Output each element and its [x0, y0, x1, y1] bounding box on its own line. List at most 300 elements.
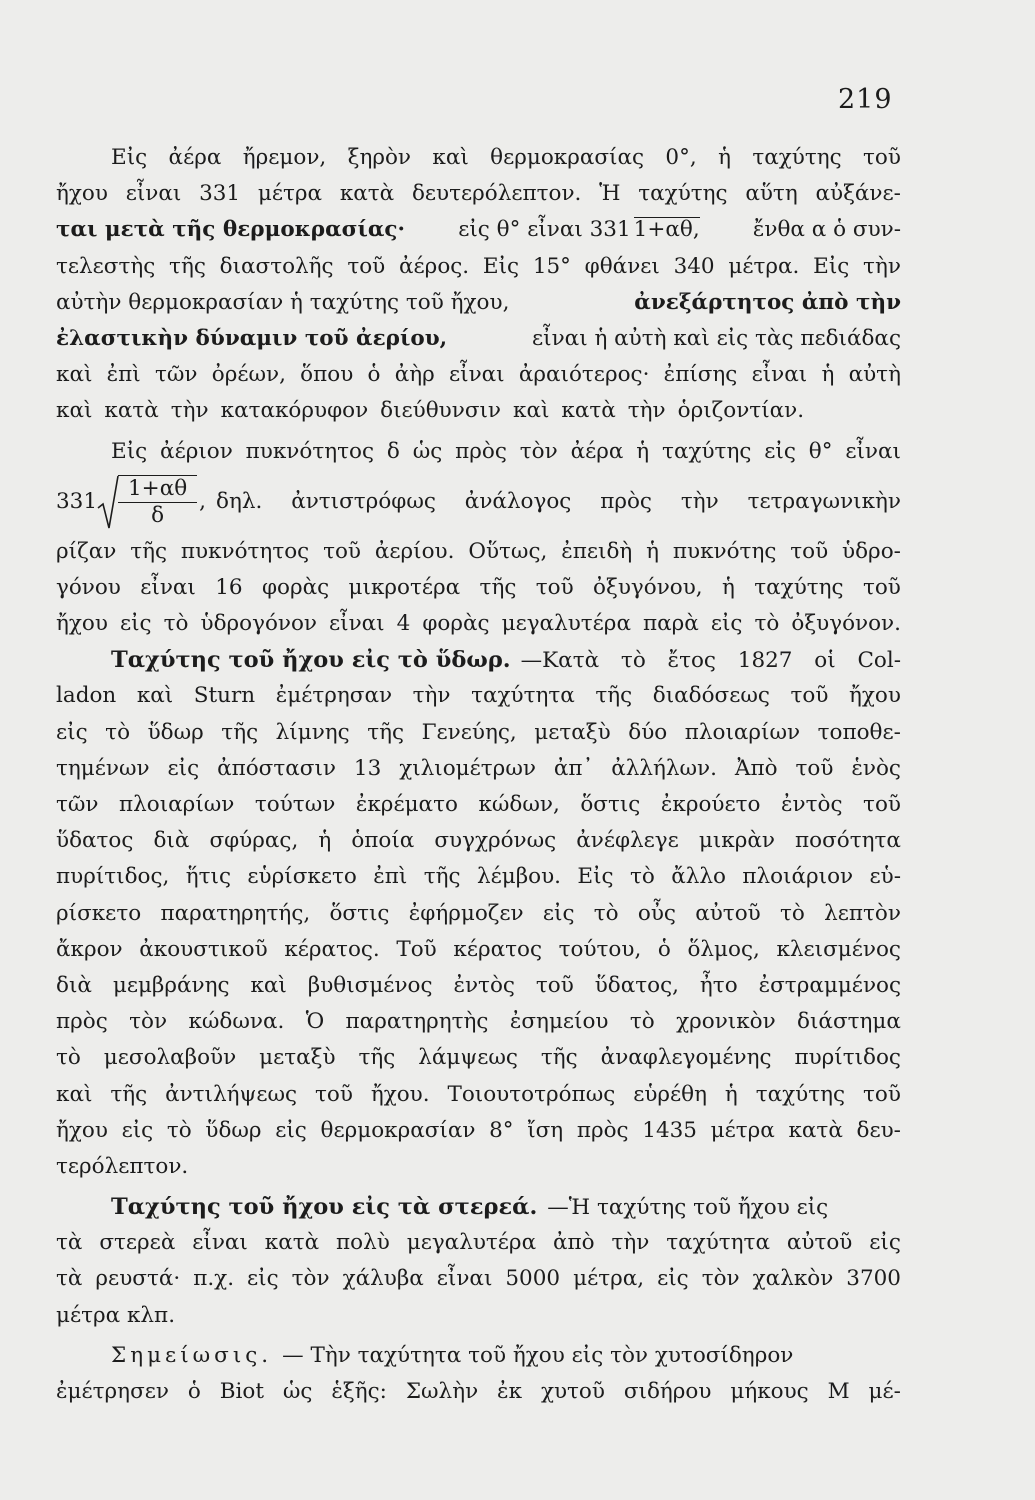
word: Οὕτως,	[468, 538, 548, 564]
word: γόνου	[56, 574, 121, 600]
word: 4	[396, 611, 411, 637]
word: εἰς	[710, 611, 743, 637]
word: εἶναι	[192, 1230, 248, 1256]
word: κατὰ	[561, 398, 616, 424]
word: τὸ	[105, 719, 131, 745]
word: ἐκ	[497, 1379, 523, 1404]
text-fragment: εἶναι ἡ αὐτὴ καὶ εἰς τὰς πεδιάδας	[532, 325, 901, 351]
text-line	[56, 715, 901, 751]
word: ὑδρο-	[842, 538, 901, 564]
word: ἀπὸ	[553, 1230, 595, 1256]
word: ταχύτης	[754, 574, 844, 600]
word: κατὰ	[339, 181, 395, 207]
word: πρὸς	[600, 489, 652, 515]
word: 340	[673, 253, 715, 279]
word: καὶ	[56, 1081, 93, 1107]
word: 0°,	[665, 145, 697, 170]
word: κέρατος.	[284, 936, 380, 962]
word: συγχρόνως	[434, 828, 557, 854]
text-line	[56, 1261, 901, 1297]
word: αὐτὴ	[848, 362, 901, 388]
word: ἤχου	[849, 683, 901, 709]
word: Εἰς	[111, 438, 148, 464]
word: ὁριζοντίαν.	[677, 398, 805, 424]
word: τοῦ	[535, 972, 574, 998]
word: κατὰ	[104, 398, 159, 424]
word: εἰς	[121, 1117, 154, 1143]
word: ταχύτης	[752, 145, 842, 170]
word: ἐντὸς	[781, 792, 843, 817]
word: θ°	[808, 438, 833, 464]
section-heading: Ταχύτης τοῦ ἤχου εἰς τὰ στερεά.	[111, 1194, 538, 1221]
word: ἑξῆς:	[331, 1379, 387, 1404]
word: καὶ	[250, 972, 287, 998]
word: τὸ	[629, 1009, 655, 1035]
word: μεταξὺ	[259, 1045, 336, 1071]
word: στερεὰ	[99, 1230, 176, 1256]
word: ἡ	[718, 145, 731, 170]
fraction-numerator: 1+αθ	[118, 476, 197, 503]
word: μεμβράνης	[112, 972, 230, 998]
word: ἀντιστρόφως	[291, 489, 436, 515]
word: ὕδατος,	[594, 972, 679, 998]
word: ὅπου	[300, 362, 354, 388]
word: τὸν	[519, 438, 558, 464]
word: εἶναι	[449, 362, 505, 388]
word: ὅστις	[580, 792, 641, 817]
word: μήκους	[730, 1379, 809, 1404]
word: ladon	[56, 683, 117, 709]
fraction-denominator: δ	[151, 502, 165, 528]
word: τοῦ	[862, 1081, 901, 1107]
text-line	[56, 1077, 901, 1113]
word: τῆς	[479, 574, 517, 600]
word: πλοιαρίων	[119, 792, 235, 817]
text-line	[56, 176, 901, 212]
word: ἐκρούετο	[660, 792, 761, 817]
word: Τοῦ	[396, 936, 437, 962]
word: τὸ	[163, 611, 189, 637]
word: χιλιομέτρων	[399, 755, 536, 781]
word: Ὁ	[305, 1009, 325, 1035]
word: τοποθε-	[817, 719, 901, 745]
word: ἀπόστασιν	[217, 755, 336, 781]
word: πυκνότης	[672, 538, 777, 564]
word: λέμβου.	[476, 864, 561, 890]
text-line	[56, 212, 901, 248]
word: ὅλμος,	[687, 936, 760, 962]
word: Σωλὴν	[405, 1379, 479, 1404]
word: οὖς	[637, 900, 676, 926]
word: τούτου,	[558, 936, 642, 962]
word: Τοιουτοτρόπως	[447, 1081, 616, 1107]
text-line	[56, 751, 901, 787]
word: ἀέρα	[570, 438, 624, 464]
word: μέτρα	[257, 181, 323, 207]
word: πλοιάριον	[742, 864, 854, 890]
word: χαλκὸν	[752, 1266, 834, 1292]
section-heading: Ταχύτης τοῦ ἤχου εἰς τὸ ὕδωρ.	[111, 647, 511, 674]
text-line	[56, 823, 901, 859]
word: εἶναι	[140, 574, 196, 600]
word: καὶ	[56, 362, 93, 388]
word: αὐτοῦ	[786, 1230, 853, 1256]
word: εἰς	[542, 900, 575, 926]
word: εἶναι	[436, 1266, 493, 1292]
word: τὸ	[779, 900, 805, 926]
word: 13	[353, 755, 382, 781]
word: τὸ	[754, 611, 780, 637]
word: τὴν	[412, 683, 451, 709]
text-fragment: —Ἡ ταχύτης τοῦ ἤχου εἰς	[547, 1195, 829, 1221]
word: ποσότητα	[795, 828, 901, 854]
text-line	[56, 1374, 901, 1410]
word: πρὸς	[576, 1117, 629, 1143]
text-fragment: αὐτὴν θερμοκρασίαν ἡ ταχύτης τοῦ ἤχου,	[56, 289, 510, 315]
word: ρίσκετο	[56, 900, 142, 926]
word: τὰ	[56, 1230, 83, 1256]
text-fragment	[216, 489, 901, 514]
word: τὴν	[170, 398, 209, 424]
word: σφύρας,	[209, 828, 299, 854]
word: τὸ	[166, 1117, 192, 1143]
word: ρευστά·	[95, 1266, 181, 1292]
word: ἐσημείου	[509, 1009, 609, 1035]
word: τὴν	[863, 253, 901, 279]
text-line	[56, 357, 901, 393]
word: εἰς	[657, 1266, 689, 1292]
word: ὁ	[657, 936, 671, 962]
word: λίμνης	[275, 719, 350, 745]
word: κατὰ	[264, 1230, 320, 1256]
word: ἥτις	[185, 864, 232, 890]
word: 8°	[489, 1117, 514, 1143]
word: ἀὴρ	[394, 362, 435, 388]
word: ἡ	[636, 438, 650, 464]
text-line	[56, 1113, 901, 1149]
word: ἴση	[527, 1117, 564, 1143]
word: ὑδρογόνον	[200, 611, 317, 637]
word: φορὰς	[261, 574, 330, 600]
word: τῆς	[130, 538, 168, 564]
word: πρὸς	[56, 1009, 108, 1035]
text-line	[56, 1338, 901, 1374]
word: πυκνότητος	[245, 438, 374, 464]
word: Ἡ	[599, 181, 621, 207]
word: μέτρα.	[728, 253, 800, 279]
word: ταχύτητα	[666, 1230, 770, 1256]
word: εἰς	[119, 611, 152, 637]
word: τῆς	[221, 719, 259, 745]
word: θερμοκρασίας	[490, 145, 645, 170]
text-line	[56, 678, 901, 714]
text-line	[56, 140, 901, 176]
word: τοῦ	[863, 792, 901, 817]
word: μεγαλυτέρα	[501, 611, 631, 637]
word: ταχύτης	[755, 1081, 846, 1107]
word: εὑρίσκετο	[247, 864, 357, 890]
word: πρὸς	[455, 438, 507, 464]
word: αὐξάνε-	[815, 181, 901, 207]
word: τοῦ	[535, 574, 574, 600]
word: ἐπὶ	[106, 362, 141, 388]
word: ὕδατος	[56, 828, 134, 854]
word: τὸ	[56, 1045, 81, 1071]
word: ἀντιλήψεως	[165, 1081, 298, 1107]
word: μέτρα,	[573, 1266, 645, 1292]
word: 5000	[505, 1266, 561, 1292]
word: ἄκρον	[56, 936, 123, 962]
word: δ	[386, 438, 400, 464]
word: διὰ	[56, 972, 92, 998]
word: ὀρέων,	[211, 362, 286, 388]
text-line	[56, 642, 901, 678]
word: τῶν	[155, 362, 198, 388]
word: φορὰς	[422, 611, 490, 637]
word: ἡ	[318, 828, 332, 854]
word: πλοιαρίων	[684, 719, 801, 745]
bold-phrase: ἀνεξάρτητος ἀπὸ τὴν	[634, 289, 901, 315]
word: ἡ	[646, 538, 660, 564]
word: ἀραιότερος·	[518, 362, 650, 388]
word: λάμψεως	[418, 1045, 518, 1071]
text-line	[56, 896, 901, 932]
word: χάλυβα	[342, 1266, 424, 1292]
word: τῆς	[110, 1081, 148, 1107]
word: παρατηρητὴς	[345, 1009, 489, 1035]
word: τημένων	[56, 755, 150, 781]
text-line	[56, 570, 901, 606]
bold-phrase: ἐλαστικὴν δύναμιν τοῦ ἀερίου,	[56, 325, 448, 351]
word: ἀκουστικοῦ	[139, 936, 268, 962]
word: καὶ	[56, 398, 93, 424]
word: ὁ	[187, 1379, 201, 1404]
word: ὁποία	[351, 828, 415, 854]
word: τούτων	[254, 792, 336, 817]
word: κώδων,	[478, 792, 560, 817]
word: τῆς	[595, 683, 633, 709]
word: τοῦ	[790, 683, 829, 709]
word: ἐπειδὴ	[561, 538, 633, 564]
word: ἐφήρμοζεν	[408, 900, 524, 926]
word: ταχύτητα	[471, 683, 575, 709]
word: ἀνάλογος	[464, 489, 572, 515]
word: 331	[199, 181, 241, 207]
text-line	[56, 1225, 901, 1261]
word: ἡ	[722, 574, 735, 600]
word: εἰς	[247, 1266, 279, 1292]
word: χυτοῦ	[540, 1379, 605, 1404]
text-fragment: — Τὴν ταχύτητα τοῦ ἤχου εἰς τὸν χυτοσίδηρον	[282, 1342, 794, 1368]
text-line	[56, 249, 901, 285]
text-line	[56, 285, 901, 321]
text-line	[56, 787, 901, 823]
word: τὰ	[56, 1266, 83, 1292]
word: τὸν	[701, 1266, 740, 1292]
word: πυρίτιδος,	[56, 864, 170, 890]
text-line	[56, 1004, 901, 1040]
word: ὅστις	[329, 900, 390, 926]
word: Ἀπὸ	[734, 755, 778, 781]
word: τοῦ	[790, 538, 829, 564]
word: ρίζαν	[56, 538, 117, 564]
word: τῆς	[367, 719, 405, 745]
word: τὸν	[291, 1266, 330, 1292]
word: εἰς	[764, 438, 796, 464]
word: σιδήρου	[623, 1379, 712, 1404]
word: εἶναι	[845, 438, 901, 464]
text-line	[56, 606, 901, 642]
word: κατὰ	[788, 1117, 843, 1143]
text-line	[56, 321, 901, 357]
page-number: 219	[838, 84, 893, 115]
formula-line: 331 $\frac{1+\alpha\theta}{\delta}$ , δηλ. ἀντιστρόφως ἀνάλογος πρὸς τὴν τετραγωνικὴν	[56, 475, 901, 528]
word: διάστημα	[797, 1009, 901, 1035]
word: ταχύτης	[638, 181, 728, 207]
word: ὁ	[367, 362, 381, 388]
word: τῆς	[423, 864, 461, 890]
word: διαστολῆς	[219, 253, 334, 279]
word: ἤχου	[56, 611, 108, 637]
word: καὶ	[432, 145, 469, 170]
word: εἶναι	[329, 611, 385, 637]
text-line	[56, 859, 901, 895]
word: ἀναφλεγομένης	[600, 1045, 772, 1071]
text-line: τερόλεπτον.	[56, 1153, 189, 1179]
text-line	[56, 1040, 901, 1076]
word: ὡς	[412, 438, 443, 464]
word: Sturn	[193, 683, 256, 709]
word: τοῦ	[862, 574, 901, 600]
word: ὀξυγόνου,	[593, 574, 703, 600]
word: π.χ.	[193, 1266, 235, 1292]
word: δευ-	[856, 1117, 901, 1143]
word: 1435	[642, 1117, 697, 1143]
square-root: 1+αθ,	[633, 217, 700, 243]
word: παρατηρητής,	[160, 900, 311, 926]
word: ἀερίου.	[374, 538, 455, 564]
word: παρὰ	[643, 611, 699, 637]
word: 15°	[532, 253, 571, 279]
word: τοῦ	[314, 1081, 353, 1107]
word: τὸ	[629, 864, 655, 890]
word: διὰ	[153, 828, 190, 854]
word: κέρατος	[453, 936, 542, 962]
word: ἤρεμον,	[242, 145, 327, 170]
word: ἡ	[821, 362, 835, 388]
word: κατακόρυφον	[220, 398, 369, 424]
word: μεταξὺ	[534, 719, 611, 745]
word: ἀνέφλεγε	[576, 828, 679, 854]
word: πολὺ	[336, 1230, 390, 1256]
word: Μ	[827, 1379, 850, 1404]
word: τῆς	[169, 253, 206, 279]
text-line: μέτρα κλπ.	[56, 1302, 176, 1328]
word: καὶ	[513, 398, 550, 424]
word: δηλ.	[216, 489, 263, 515]
word: μικρὰν	[698, 828, 775, 854]
word: τετραγωνικὴν	[747, 489, 901, 515]
radical-sign	[96, 474, 197, 530]
text-line	[56, 968, 901, 1004]
word: εἰς	[56, 719, 88, 745]
word: πυρίτιδος	[794, 1045, 901, 1071]
word: Biot	[219, 1379, 264, 1404]
word: Εἰς	[813, 253, 850, 279]
word: ταχύτης	[662, 438, 752, 464]
word: τοῦ	[863, 145, 901, 170]
word: τὴν	[680, 489, 719, 515]
word: ἤχου	[56, 1117, 108, 1143]
word: Εἰς	[482, 253, 520, 279]
word: ἐντὸς	[453, 972, 515, 998]
word: ὡς	[282, 1379, 313, 1404]
text-fragment: εἰς θ° εἶναι 331 1+αθ,	[458, 217, 700, 243]
radical-icon	[96, 474, 120, 530]
word: Γενεύης,	[421, 719, 517, 745]
word: τοῦ	[347, 253, 386, 279]
word: ἤχου.	[370, 1081, 430, 1107]
word: ἡ	[724, 1081, 738, 1107]
text-fragment: ἔνθα α ὁ συν-	[752, 217, 901, 243]
word: εὑ-	[869, 864, 901, 890]
text-line	[56, 1189, 901, 1225]
word: εἶναι	[751, 362, 808, 388]
word: μέτρα	[710, 1117, 775, 1143]
word: ἐπίσης	[663, 362, 738, 388]
word: ὕδωρ	[205, 1117, 262, 1143]
word: τῶν	[56, 792, 99, 817]
formula-number: 331	[56, 489, 98, 515]
word: μέ-	[868, 1379, 901, 1404]
word: τελεστὴς	[56, 253, 156, 279]
word: τὴν	[611, 1230, 650, 1256]
word: ἀλλήλων.	[611, 755, 717, 781]
word: διαδόσεως	[652, 683, 770, 709]
word: 16	[215, 574, 243, 600]
word: καὶ	[136, 683, 174, 709]
word: τοῦ	[795, 755, 834, 781]
word: μεσολαβοῦν	[103, 1045, 237, 1071]
word: Εἰς	[577, 864, 614, 890]
word: ξηρὸν	[347, 145, 411, 170]
word: διεύθυνσιν	[380, 398, 501, 424]
word: ἑνὸς	[851, 755, 901, 781]
word: εἶναι	[125, 181, 182, 207]
word: τὸ	[593, 900, 619, 926]
word: δύο	[628, 719, 668, 745]
text-fragment: —Κατὰ τὸ ἔτος 1827 οἱ Col-	[520, 648, 901, 674]
word: 3700	[846, 1266, 901, 1292]
word: εἰς	[275, 1117, 307, 1143]
word: δευτερόλεπτον.	[411, 181, 582, 207]
word: λεπτὸν	[824, 900, 901, 926]
word: εὑρέθη	[633, 1081, 707, 1107]
note-label: Σημείωσις.	[111, 1342, 273, 1368]
text-line	[56, 534, 901, 570]
word: ἀέρος.	[399, 253, 470, 279]
word: χρονικὸν	[676, 1009, 776, 1035]
word: Εἰς	[111, 145, 148, 170]
word: αὐτοῦ	[695, 900, 761, 926]
text-line	[56, 393, 901, 429]
text-line	[56, 932, 901, 968]
word: ἤχου	[56, 181, 108, 207]
word: αὕτη	[745, 181, 798, 207]
word: ἄλλο	[671, 864, 726, 890]
word: ἐμέτρησεν	[56, 1379, 169, 1404]
word: ἐκρέματο	[355, 792, 458, 817]
